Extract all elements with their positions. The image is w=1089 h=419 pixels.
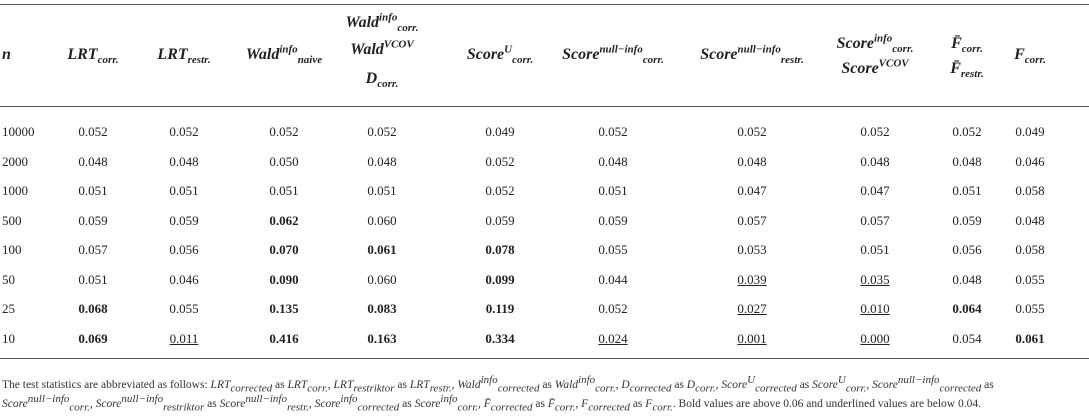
- cell-wald-corr: 0.060: [367, 212, 397, 228]
- cell-score-u: 0.052: [485, 183, 515, 198]
- cell-score-info-corr: 0.047: [860, 183, 890, 198]
- cell-fbar-corr: 0.048: [952, 271, 982, 287]
- cell-f-corr: 0.046: [1015, 153, 1045, 169]
- cell-score-null-corr: 0.052: [598, 124, 628, 139]
- cell-score-null-corr: 0.051: [598, 183, 628, 198]
- cell-fbar-corr: 0.048: [952, 153, 982, 169]
- cell-score-null-restr: 0.039: [737, 271, 767, 287]
- cell-lrt-restr: 0.051: [169, 183, 199, 198]
- cell-lrt-restr: 0.052: [169, 124, 199, 139]
- cell-score-null-restr: 0.053: [737, 242, 767, 257]
- cell-score-null-restr: 0.027: [737, 301, 767, 316]
- cell-fbar-corr: 0.059: [952, 212, 982, 228]
- bottom-rule: [0, 358, 1089, 359]
- cell-lrt-corr: 0.052: [78, 124, 108, 139]
- cell-lrt-restr: 0.056: [169, 242, 199, 257]
- cell-wald-corr: 0.163: [367, 330, 397, 346]
- cell-wald-corr: 0.052: [367, 124, 397, 139]
- header-lrt-restr: $LRT_{restr.}$: [157, 46, 211, 67]
- header-n: n: [2, 46, 11, 63]
- cell-wald-naive: 0.052: [269, 124, 299, 139]
- header-score-info-group: [837, 32, 914, 82]
- header-score-info-corr: Score$^{info}_{corr.}$: [836, 32, 914, 56]
- header-score-null-restr: Score$^{null-info}_{restr.}$: [700, 43, 804, 67]
- cell-wald-naive: 0.416: [269, 330, 299, 346]
- cell-wald-corr: 0.048: [367, 153, 397, 169]
- cell-score-null-restr: 0.048: [737, 153, 767, 169]
- cell-score-info-corr: 0.057: [860, 212, 890, 228]
- cell-lrt-restr: 0.055: [169, 301, 199, 316]
- cell-n: 25: [2, 301, 15, 316]
- cell-lrt-restr: 0.059: [169, 212, 199, 228]
- cell-score-u: 0.099: [485, 271, 515, 287]
- cell-n: 100: [2, 242, 22, 257]
- cell-f-corr: 0.055: [1015, 301, 1045, 316]
- cell-lrt-corr: 0.051: [78, 271, 108, 287]
- header-d-corr: $D_{corr.}$: [365, 70, 399, 91]
- top-rule: [0, 4, 1089, 5]
- header-fbar-corr: $F̄_{corr.}$: [951, 35, 983, 56]
- cell-n: 1000: [2, 183, 28, 198]
- header-fbar-restr: $F̄_{restr.}$: [950, 60, 984, 81]
- cell-f-corr: 0.061: [1015, 330, 1045, 346]
- header-wald-naive: Wald$^{info}_{naive}$: [245, 43, 323, 67]
- cell-fbar-corr: 0.056: [952, 242, 982, 257]
- cell-n: 50: [2, 271, 15, 287]
- cell-lrt-corr: 0.069: [78, 330, 108, 346]
- cell-lrt-restr: 0.048: [169, 153, 199, 169]
- cell-wald-naive: 0.062: [269, 212, 299, 228]
- cell-lrt-corr: 0.059: [78, 212, 108, 228]
- header-fbar-group: [950, 32, 984, 82]
- cell-f-corr: 0.058: [1015, 242, 1045, 257]
- header-score-u: Score$^U_{corr.}$: [466, 43, 534, 67]
- cell-f-corr: 0.058: [1015, 183, 1045, 198]
- cell-score-u: 0.052: [485, 153, 515, 169]
- cell-n: 500: [2, 212, 22, 228]
- header-wald-corr-group: [346, 10, 419, 94]
- header-score-null-corr: Score$^{null-info}_{corr.}$: [562, 43, 664, 67]
- cell-lrt-corr: 0.048: [78, 153, 108, 169]
- cell-fbar-corr: 0.052: [952, 124, 982, 139]
- cell-score-null-corr: 0.044: [598, 271, 628, 287]
- cell-wald-naive: 0.051: [269, 183, 299, 198]
- cell-score-null-restr: 0.047: [737, 183, 767, 198]
- cell-wald-corr: 0.061: [367, 242, 397, 257]
- cell-score-u: 0.059: [485, 212, 515, 228]
- cell-wald-naive: 0.135: [269, 301, 299, 316]
- cell-score-info-corr: 0.052: [860, 124, 890, 139]
- cell-n: 10: [2, 330, 15, 346]
- cell-lrt-corr: 0.057: [78, 242, 108, 257]
- cell-fbar-corr: 0.051: [952, 183, 982, 198]
- cell-score-info-corr: 0.035: [860, 271, 890, 287]
- cell-score-null-corr: 0.055: [598, 242, 628, 257]
- cell-score-null-restr: 0.001: [737, 330, 767, 346]
- cell-lrt-corr: 0.051: [78, 183, 108, 198]
- cell-n: 2000: [2, 153, 28, 169]
- cell-lrt-corr: 0.068: [78, 301, 108, 316]
- cell-wald-naive: 0.090: [269, 271, 299, 287]
- cell-wald-corr: 0.060: [367, 271, 397, 287]
- header-f-corr: $F_{corr.}$: [1014, 46, 1046, 67]
- cell-score-u: 0.119: [485, 301, 515, 316]
- header-score-vcov: Score$^{VCOV}$: [841, 57, 909, 77]
- cell-score-u: 0.334: [485, 330, 515, 346]
- cell-wald-corr: 0.051: [367, 183, 397, 198]
- cell-wald-corr: 0.083: [367, 301, 397, 316]
- cell-score-null-corr: 0.059: [598, 212, 628, 228]
- table-footnote: The test statistics are abbreviated as follows: $LRT_{corrected}$ as $LRT_{corr.}$, $LRT_{restriktor}$ as $LRT_{restr.}$, Wald$^{info}_{corrected}$ as Wald$^{info}_{corr.}$, $D_{corrected}$ as $D_{corr.}$, Score$^U_{corrected}$ as Score$^U_{corr.}$, Score$^{null-info}_{corrected}$ as Score$^{null-info}_{corr.}$, Score$^{null-info}_{restriktor}$ as Score$^{null-info}_{restr.}$, Score$^{info}_{corrected}$ as Score$^{info}_{corr.}$, $F̄_{corrected}$ as $F̄_{corr.}$, $F_{corrected}$ as $F_{corr.}$. Bold values are above 0.06 and underlined values are below 0.04.: [2, 374, 994, 414]
- cell-f-corr: 0.055: [1015, 271, 1045, 287]
- cell-score-null-corr: 0.024: [598, 330, 628, 346]
- cell-score-null-corr: 0.048: [598, 153, 628, 169]
- cell-score-null-restr: 0.052: [737, 124, 767, 139]
- header-wald-vcov: Wald$^{VCOV}$: [350, 38, 414, 58]
- cell-score-u: 0.078: [485, 242, 515, 257]
- cell-score-info-corr: 0.010: [860, 301, 890, 316]
- cell-lrt-restr: 0.011: [169, 330, 199, 346]
- cell-fbar-corr: 0.054: [952, 330, 982, 346]
- cell-score-info-corr: 0.048: [860, 153, 890, 169]
- cell-score-null-restr: 0.057: [737, 212, 767, 228]
- cell-n: 10000: [2, 124, 35, 139]
- cell-score-info-corr: 0.000: [860, 330, 890, 346]
- cell-fbar-corr: 0.064: [952, 301, 982, 316]
- cell-score-info-corr: 0.051: [860, 242, 890, 257]
- header-rule: [0, 106, 1089, 107]
- cell-f-corr: 0.048: [1015, 212, 1045, 228]
- header-lrt-corr: $LRT_{corr.}$: [67, 46, 119, 67]
- cell-score-u: 0.049: [485, 124, 515, 139]
- cell-wald-naive: 0.050: [269, 153, 299, 169]
- cell-wald-naive: 0.070: [269, 242, 299, 257]
- cell-f-corr: 0.049: [1015, 124, 1045, 139]
- cell-score-null-corr: 0.052: [598, 301, 628, 316]
- header-wald-corr: Wald$^{info}_{corr.}$: [345, 11, 419, 35]
- cell-lrt-restr: 0.046: [169, 271, 199, 287]
